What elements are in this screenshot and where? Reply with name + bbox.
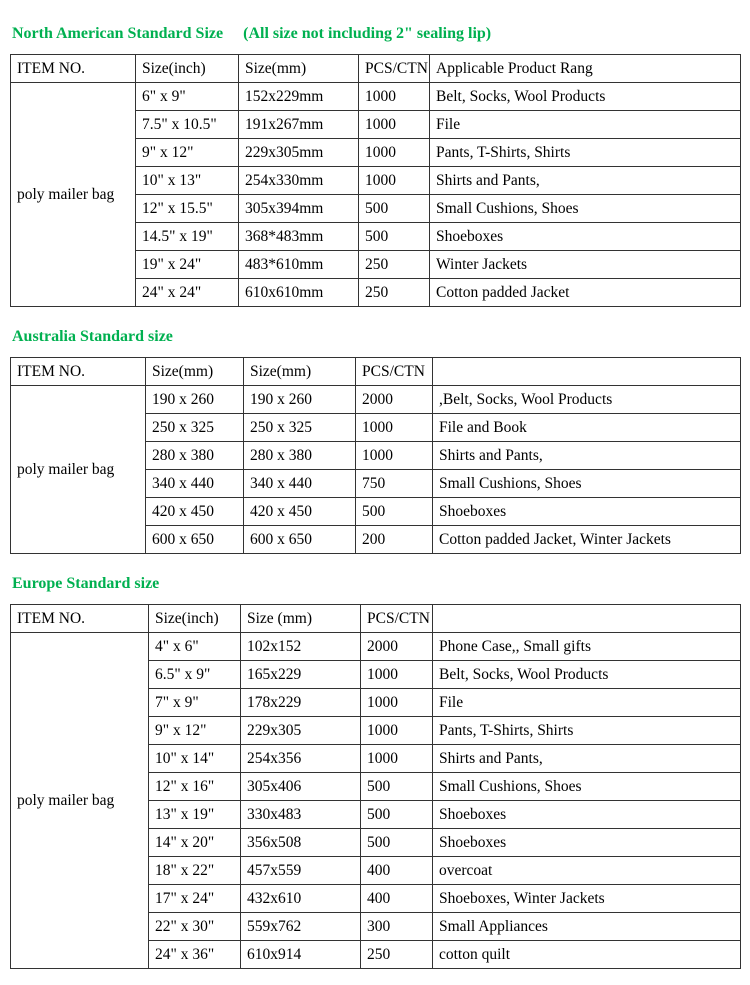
size-secondary-cell: 559x762 xyxy=(241,913,361,941)
size-primary-cell: 18" x 22" xyxy=(149,857,241,885)
size-secondary-cell: 165x229 xyxy=(241,661,361,689)
size-secondary-cell: 229x305mm xyxy=(239,139,359,167)
pcs-ctn-cell: 500 xyxy=(359,223,430,251)
product-range-cell: Winter Jackets xyxy=(430,251,741,279)
product-range-cell: Shoeboxes xyxy=(433,498,741,526)
europe-size-table xyxy=(10,604,741,969)
size-primary-cell: 600 x 650 xyxy=(146,526,244,554)
product-range-cell: ,Belt, Socks, Wool Products xyxy=(433,386,741,414)
table-row xyxy=(11,83,741,111)
size-secondary-cell: 356x508 xyxy=(241,829,361,857)
size-primary-cell: 7.5" x 10.5" xyxy=(136,111,239,139)
size-secondary-cell: 600 x 650 xyxy=(244,526,356,554)
pcs-ctn-cell: 1000 xyxy=(359,111,430,139)
size-secondary-cell: 340 x 440 xyxy=(244,470,356,498)
column-header xyxy=(433,605,741,633)
product-range-cell: Small Cushions, Shoes xyxy=(433,470,741,498)
size-primary-cell: 14.5" x 19" xyxy=(136,223,239,251)
column-header: Applicable Product Rang xyxy=(430,55,741,83)
item-no-cell: poly mailer bag xyxy=(11,386,146,554)
size-primary-cell: 7" x 9" xyxy=(149,689,241,717)
item-no-cell: poly mailer bag xyxy=(11,83,136,307)
size-secondary-cell: 191x267mm xyxy=(239,111,359,139)
size-secondary-cell: 254x356 xyxy=(241,745,361,773)
size-primary-cell: 13" x 19" xyxy=(149,801,241,829)
section-title: North American Standard Size xyxy=(12,25,224,42)
column-header: PCS/CTN xyxy=(356,358,433,386)
size-secondary-cell: 330x483 xyxy=(241,801,361,829)
pcs-ctn-cell: 750 xyxy=(356,470,433,498)
pcs-ctn-cell: 1000 xyxy=(361,661,433,689)
size-primary-cell: 280 x 380 xyxy=(146,442,244,470)
pcs-ctn-cell: 200 xyxy=(356,526,433,554)
pcs-ctn-cell: 400 xyxy=(361,885,433,913)
size-primary-cell: 24" x 24" xyxy=(136,279,239,307)
pcs-ctn-cell: 1000 xyxy=(359,167,430,195)
size-secondary-cell: 254x330mm xyxy=(239,167,359,195)
product-range-cell: Small Appliances xyxy=(433,913,741,941)
pcs-ctn-cell: 2000 xyxy=(361,633,433,661)
size-secondary-cell: 610x610mm xyxy=(239,279,359,307)
size-primary-cell: 6" x 9" xyxy=(136,83,239,111)
size-primary-cell: 12" x 16" xyxy=(149,773,241,801)
size-primary-cell: 190 x 260 xyxy=(146,386,244,414)
column-header: PCS/CTN xyxy=(359,55,430,83)
size-primary-cell: 10" x 13" xyxy=(136,167,239,195)
column-header: Size(mm) xyxy=(146,358,244,386)
column-header: Size(mm) xyxy=(239,55,359,83)
item-no-cell: poly mailer bag xyxy=(11,633,149,969)
size-primary-cell: 10" x 14" xyxy=(149,745,241,773)
pcs-ctn-cell: 500 xyxy=(359,195,430,223)
size-secondary-cell: 250 x 325 xyxy=(244,414,356,442)
column-header: PCS/CTN xyxy=(361,605,433,633)
pcs-ctn-cell: 500 xyxy=(361,829,433,857)
size-primary-cell: 340 x 440 xyxy=(146,470,244,498)
size-secondary-cell: 229x305 xyxy=(241,717,361,745)
product-range-cell: Small Cushions, Shoes xyxy=(433,773,741,801)
product-range-cell: Belt, Socks, Wool Products xyxy=(430,83,741,111)
pcs-ctn-cell: 1000 xyxy=(359,83,430,111)
column-header: ITEM NO. xyxy=(11,605,149,633)
pcs-ctn-cell: 250 xyxy=(361,941,433,969)
size-primary-cell: 9" x 12" xyxy=(149,717,241,745)
size-secondary-cell: 305x406 xyxy=(241,773,361,801)
product-range-cell: Pants, T-Shirts, Shirts xyxy=(430,139,741,167)
north-american-size-table xyxy=(10,54,741,307)
column-header: ITEM NO. xyxy=(11,55,136,83)
product-range-cell: Small Cushions, Shoes xyxy=(430,195,741,223)
column-header: ITEM NO. xyxy=(11,358,146,386)
size-primary-cell: 250 x 325 xyxy=(146,414,244,442)
size-primary-cell: 22" x 30" xyxy=(149,913,241,941)
table-row xyxy=(11,386,741,414)
table-row xyxy=(11,633,741,661)
size-primary-cell: 420 x 450 xyxy=(146,498,244,526)
pcs-ctn-cell: 1000 xyxy=(361,689,433,717)
section-subtitle: (All size not including 2" sealing lip) xyxy=(243,25,492,42)
size-primary-cell: 9" x 12" xyxy=(136,139,239,167)
product-range-cell: Shoeboxes xyxy=(433,801,741,829)
size-secondary-cell: 178x229 xyxy=(241,689,361,717)
section-heading xyxy=(12,560,740,594)
size-primary-cell: 24" x 36" xyxy=(149,941,241,969)
section-title: Europe Standard size xyxy=(12,575,160,592)
column-header: Size(mm) xyxy=(244,358,356,386)
product-range-cell: Cotton padded Jacket, Winter Jackets xyxy=(433,526,741,554)
size-primary-cell: 12" x 15.5" xyxy=(136,195,239,223)
header-row xyxy=(11,358,741,386)
product-range-cell: Cotton padded Jacket xyxy=(430,279,741,307)
size-secondary-cell: 190 x 260 xyxy=(244,386,356,414)
product-range-cell: Phone Case,, Small gifts xyxy=(433,633,741,661)
size-primary-cell: 19" x 24" xyxy=(136,251,239,279)
size-secondary-cell: 305x394mm xyxy=(239,195,359,223)
header-row xyxy=(11,55,741,83)
product-range-cell: Shirts and Pants, xyxy=(433,442,741,470)
pcs-ctn-cell: 2000 xyxy=(356,386,433,414)
pcs-ctn-cell: 250 xyxy=(359,279,430,307)
size-secondary-cell: 483*610mm xyxy=(239,251,359,279)
pcs-ctn-cell: 1000 xyxy=(359,139,430,167)
size-secondary-cell: 152x229mm xyxy=(239,83,359,111)
pcs-ctn-cell: 1000 xyxy=(361,717,433,745)
product-range-cell: File xyxy=(433,689,741,717)
column-header: Size(inch) xyxy=(149,605,241,633)
size-secondary-cell: 280 x 380 xyxy=(244,442,356,470)
pcs-ctn-cell: 500 xyxy=(356,498,433,526)
column-header: Size(inch) xyxy=(136,55,239,83)
size-primary-cell: 4" x 6" xyxy=(149,633,241,661)
section-heading xyxy=(12,313,740,347)
section-australia-standard xyxy=(10,313,740,554)
size-secondary-cell: 457x559 xyxy=(241,857,361,885)
product-range-cell: File xyxy=(430,111,741,139)
size-primary-cell: 14" x 20" xyxy=(149,829,241,857)
product-range-cell: Shoeboxes xyxy=(430,223,741,251)
product-range-cell: Shirts and Pants, xyxy=(433,745,741,773)
size-primary-cell: 6.5" x 9" xyxy=(149,661,241,689)
size-primary-cell: 17" x 24" xyxy=(149,885,241,913)
size-secondary-cell: 368*483mm xyxy=(239,223,359,251)
product-range-cell: Shoeboxes xyxy=(433,829,741,857)
size-secondary-cell: 420 x 450 xyxy=(244,498,356,526)
pcs-ctn-cell: 500 xyxy=(361,801,433,829)
size-secondary-cell: 102x152 xyxy=(241,633,361,661)
pcs-ctn-cell: 1000 xyxy=(361,745,433,773)
pcs-ctn-cell: 1000 xyxy=(356,442,433,470)
section-north-american-standard xyxy=(10,24,740,307)
header-row xyxy=(11,605,741,633)
pcs-ctn-cell: 1000 xyxy=(356,414,433,442)
product-range-cell: File and Book xyxy=(433,414,741,442)
product-range-cell: Pants, T-Shirts, Shirts xyxy=(433,717,741,745)
product-range-cell: overcoat xyxy=(433,857,741,885)
australia-size-table xyxy=(10,357,741,554)
product-range-cell: cotton quilt xyxy=(433,941,741,969)
size-secondary-cell: 432x610 xyxy=(241,885,361,913)
pcs-ctn-cell: 250 xyxy=(359,251,430,279)
product-range-cell: Belt, Socks, Wool Products xyxy=(433,661,741,689)
section-europe-standard xyxy=(10,560,740,969)
product-range-cell: Shirts and Pants, xyxy=(430,167,741,195)
pcs-ctn-cell: 500 xyxy=(361,773,433,801)
size-secondary-cell: 610x914 xyxy=(241,941,361,969)
column-header: Size (mm) xyxy=(241,605,361,633)
pcs-ctn-cell: 400 xyxy=(361,857,433,885)
product-range-cell: Shoeboxes, Winter Jackets xyxy=(433,885,741,913)
column-header xyxy=(433,358,741,386)
section-title: Australia Standard size xyxy=(12,328,173,345)
pcs-ctn-cell: 300 xyxy=(361,913,433,941)
section-heading xyxy=(12,24,740,44)
